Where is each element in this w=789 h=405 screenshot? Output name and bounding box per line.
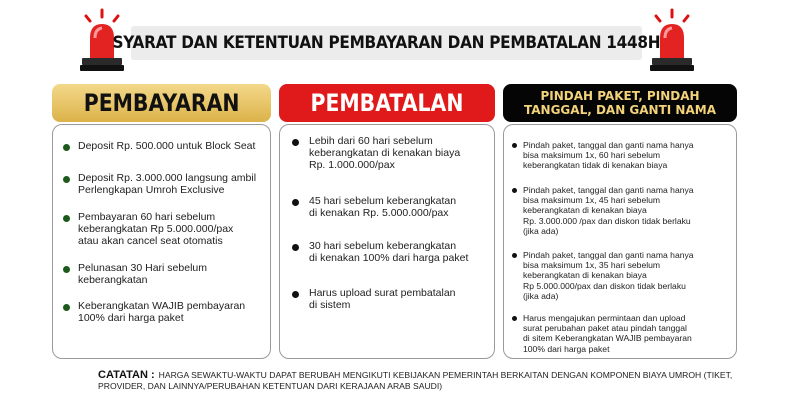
title-bar [112,26,661,60]
list-item-text: Deposit Rp. 3.000.000 langsung ambil Perlengkapan Umroh Exclusive [78,172,257,196]
siren-icon [648,8,696,74]
bullet-icon [292,139,299,146]
list-item [512,313,692,354]
bullet-icon [63,304,70,311]
list-item-text: Pindah paket, tanggal dan ganti nama hanya bisa maksimum 1x, 45 hari sebelum keberangkatan di kenakan biaya Rp. 3.000.000 /pax dan diskon tidak berlaku (jika ada) [523,185,694,236]
bullet-icon [512,143,517,148]
bullet-icon [63,144,70,151]
list-item-text: Deposit Rp. 500.000 untuk Block Seat [78,140,256,152]
bullet-icon [292,244,299,251]
list-item-text: Harus upload surat pembatalan di sistem [309,287,456,311]
list-item [63,211,233,247]
list-item-text: Lebih dari 60 hari sebelum keberangkatan di kenakan biaya Rp. 1.000.000/pax [309,135,461,171]
list-item-text: 30 hari sebelum keberangkatan di kenakan 100% dari harga paket [309,240,469,264]
cancellation-heading [279,84,495,122]
list-item [512,140,694,171]
change-package-list [503,124,737,359]
list-item-text: Keberangkatan WAJIB pembayaran 100% dari harga paket [78,300,246,324]
bullet-icon [63,176,70,183]
list-item [63,300,245,324]
list-item-text: Pindah paket, tanggal dan ganti nama hanya bisa maksimum 1x, 35 hari sebelum keberangkatan di kenakan biaya Rp 5.000.000/pax dan diskon tidak berlaku (jika ada) [523,250,694,301]
list-item-text: Pembayaran 60 hari sebelum keberangkatan Rp 5.000.000/pax atau akan cancel seat otomatis [78,211,234,247]
list-item [292,287,456,311]
list-item [292,240,468,264]
bullet-icon [63,266,70,273]
payment-heading-text: PEMBAYARAN [83,89,240,117]
list-item [512,250,694,301]
footnote-label: CATATAN : [98,369,155,381]
list-item [63,140,255,152]
bullet-icon [63,215,70,222]
list-item [63,262,207,286]
list-item [512,185,694,236]
bullet-icon [292,199,299,206]
list-item-text: Pindah paket, tanggal dan ganti nama hanya bisa maksimum 1x, 60 hari sebelum keberangkatan tidak di kenakan biaya [523,140,694,171]
list-item-text: 45 hari sebelum keberangkatan di kenakan Rp. 5.000.000/pax [309,195,457,219]
footnote [98,370,738,392]
list-item [292,135,460,171]
bullet-icon [512,253,517,258]
header [0,0,789,80]
change-package-heading [503,84,737,122]
cancellation-heading-text: PEMBATALAN [310,89,464,117]
cancellation-list [279,124,495,359]
list-item-text: Harus mengajukan permintaan dan upload surat perubahan paket atau pindah tanggal di sitem Keberangkatan WAJIB pembayaran 100% dari harga paket [523,313,692,354]
bullet-icon [512,316,517,321]
bullet-icon [292,291,299,298]
change-package-heading-text: PINDAH PAKET, PINDAH TANGGAL, DAN GANTI NAMA [524,89,716,117]
payment-heading [52,84,271,122]
list-item [63,172,256,196]
list-item-text: Pelunasan 30 Hari sebelum keberangkatan [78,262,207,286]
list-item [292,195,456,219]
bullet-icon [512,188,517,193]
page-title: SYARAT DAN KETENTUAN PEMBAYARAN DAN PEMBATALAN 1448H [112,33,661,53]
footnote-text: HARGA SEWAKTU-WAKTU DAPAT BERUBAH MENGIKUTI KEBIJAKAN PEMERINTAH BERKAITAN DENGAN KOMPONEN BIAYA UMROH (TIKET, PROVIDER, DAN LAINNYA/PERUBAHAN KETENTUAN DARI KERAJAAN ARAB SAUDI) [98,370,733,391]
payment-list [52,124,271,359]
